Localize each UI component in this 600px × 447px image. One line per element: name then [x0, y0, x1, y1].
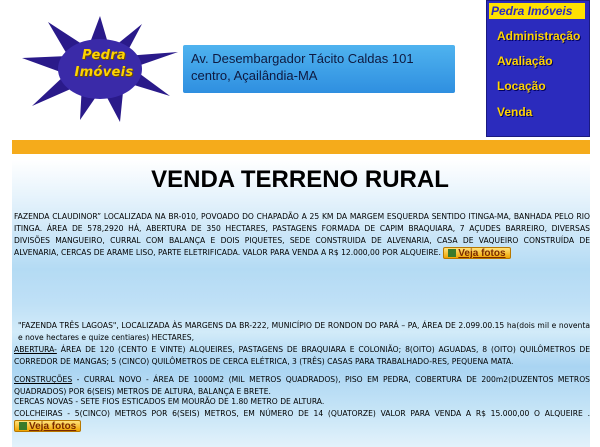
nav-item-avaliacao[interactable]: Avaliação: [497, 54, 553, 68]
photo-icon: [448, 249, 456, 257]
side-nav: [486, 0, 590, 137]
view-photos-label-1: Veja fotos: [458, 248, 506, 259]
photo-icon: [19, 422, 27, 430]
address-line2: centro, Açailândia-MA: [191, 68, 318, 83]
listing-1: [14, 211, 590, 259]
view-photos-button-1[interactable]: [443, 247, 510, 259]
listing-2-colcheiras: [14, 408, 590, 432]
abertura-label: ABERTURA-: [14, 345, 57, 354]
listing-1-text: FAZENDA CLAUDINOR” LOCALIZADA NA BR-010, POVOADO DO CHAPADÃO A 25 KM DA MARGEM ESQUERDA SENTIDO ITINGA-MA, BANHADA PELO RIO ITINGA. ÁREA DE 578,2920 HÁ, ABERTURA DE 350 HECTARES, PASTAGENS FORMADA DE CAPIM BRAQUIARA, 7 AÇUDES BARREIRO, DIVERSAS DIVISÕES MANGUEIRO, CURRAL COM BALANÇA E DOIS PIQUETES, SEDE CONSTRUIDA DE ALVENARIA, CASA DE VAQUEIRO CONSTRUÍDA DE ALVENARIA, CERCAS DE ARAME LISO, PARTE ELETRIFICADA. VALOR PARA VENDA A R$ 12.000,00 POR ALQUEIRE.: [14, 212, 590, 257]
listing-2-abertura: [14, 344, 590, 368]
colcheiras-text: COLCHEIRAS - 5(CINCO) METROS POR 6(SEIS) METROS, EM NÚMERO DE 14 (QUATORZE) VALOR PARA VENDA A R$ 15.000,00 O ALQUEIRE .: [14, 409, 590, 418]
divider-bar: [12, 140, 590, 154]
view-photos-label-2: Veja fotos: [29, 421, 77, 432]
construcoes-label: CONSTRUÇÕES: [14, 375, 73, 384]
address-box: [183, 45, 455, 93]
nav-item-locacao[interactable]: Locação: [497, 79, 546, 93]
view-photos-button-2[interactable]: [14, 420, 81, 432]
listing-2-construcoes: [14, 374, 590, 398]
logo-line2: Imóveis: [74, 65, 134, 80]
listing-2-intro: "FAZENDA TRÊS LAGOAS", LOCALIZADA ÀS MARGENS DA BR-222, MUNICÍPIO DE RONDON DO PARÁ – PA, ÁREA DE 2.099.00.15 ha(dois mil e noventa e nove hectares e quize centiares) HECTARES,: [18, 321, 590, 342]
abertura-text: ÁREA DE 120 (CENTO E VINTE) ALQUEIRES, PASTAGENS DE BRAQUIARA E COLONIÃO; 8(OITO) AGUADAS, 8 (OITO) QUILÔMETROS DE CORREDOR DE MANGAS; 5 (CINCO) QUILÔMETROS DE CERCA ELÉTRICA, 3 (TRÊS) CASAS PARA TRABALHADO-RES, PEQUENA MATA.: [14, 345, 590, 366]
logo-line1: Pedra: [82, 48, 126, 63]
address-line1: Av. Desembargador Tácito Caldas 101: [191, 51, 414, 66]
listing-2-cercas: CERCAS NOVAS - SETE FIOS ESTICADOS EM MOURÃO DE 1.80 METRO DE ALTURA.: [14, 397, 325, 406]
nav-title: Pedra Imóveis: [489, 3, 585, 19]
construcoes-text: - CURRAL NOVO - ÁREA DE 1000M2 (MIL METROS QUADRADOS), PISO EM PEDRA, COBERTURA DE 200m2(DUZENTOS METROS QUADRADOS) POR 6(SEIS) METROS DE ALTURA, BALANÇA E BRETE.: [14, 375, 590, 396]
nav-item-venda[interactable]: Venda: [497, 105, 533, 119]
logo[interactable]: [20, 14, 180, 124]
nav-item-administracao[interactable]: Administração: [497, 29, 581, 43]
page-title: VENDA TERRENO RURAL: [151, 166, 449, 193]
